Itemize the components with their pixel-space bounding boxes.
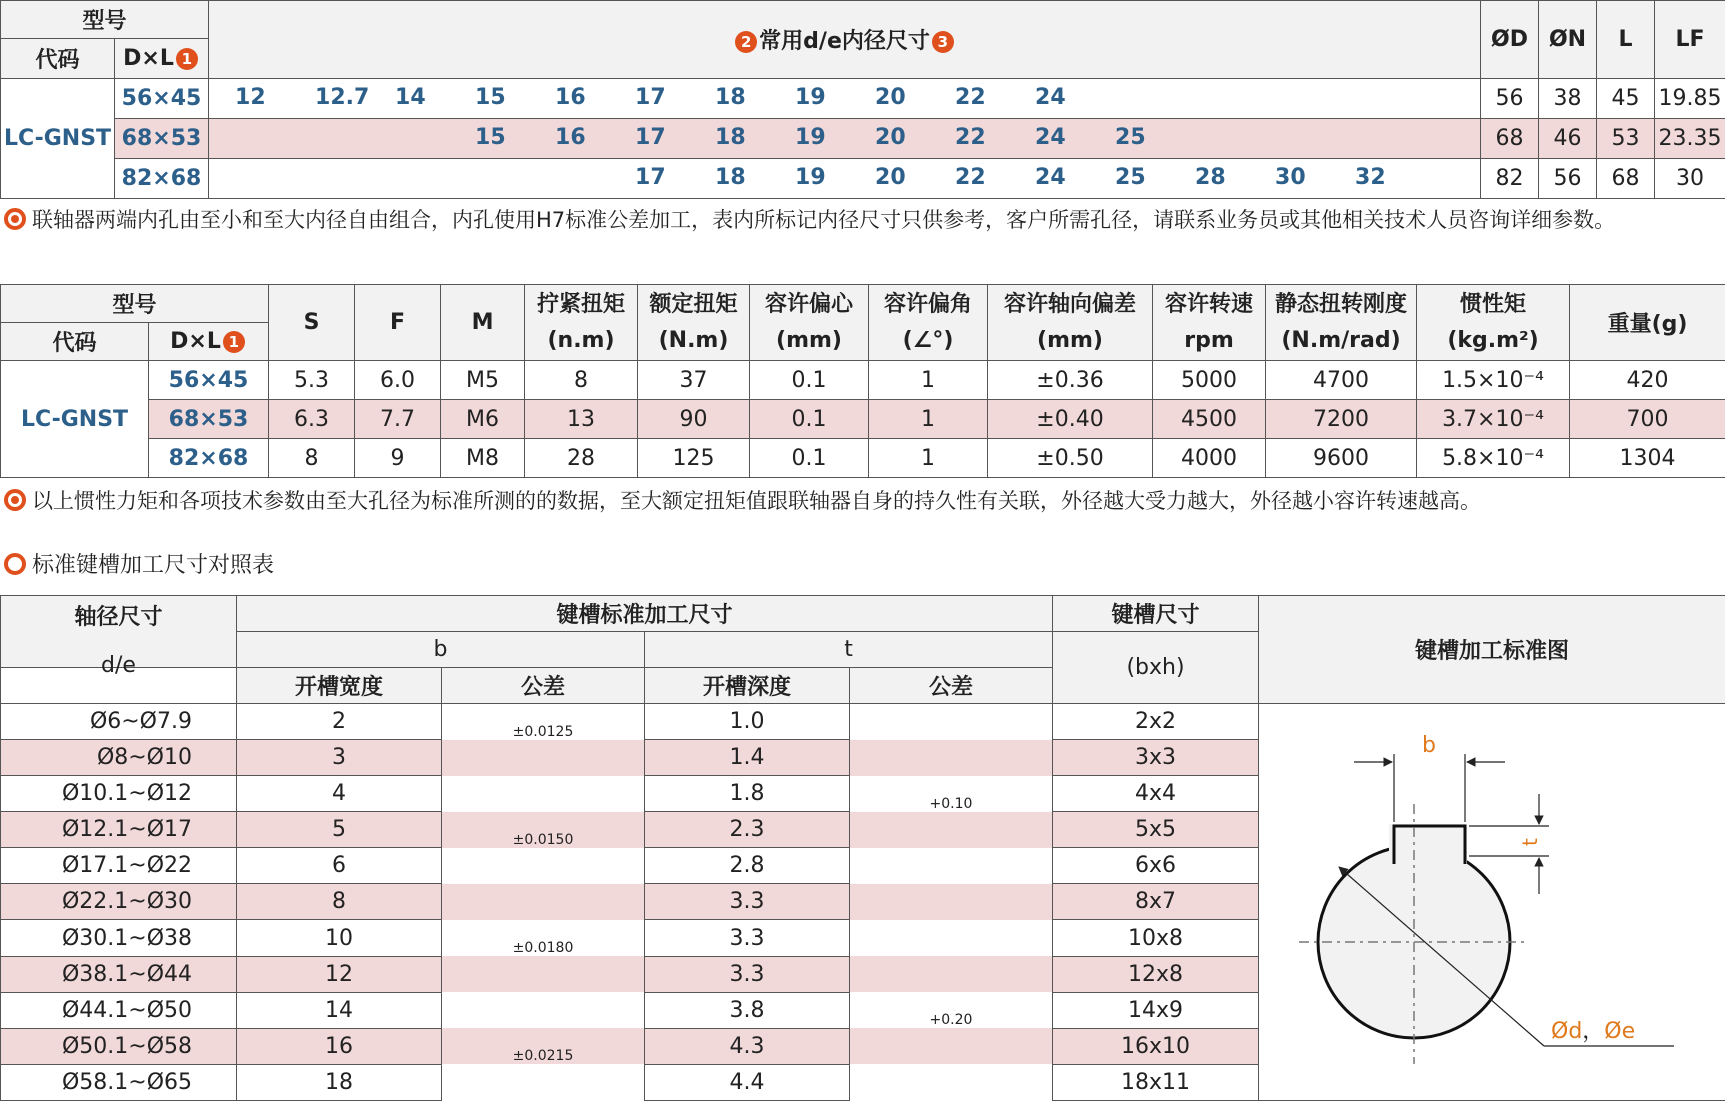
- bore-size: 22: [955, 85, 986, 110]
- col-label: 拧紧扭矩: [537, 291, 626, 317]
- width-cell: 16: [237, 1028, 442, 1064]
- bore-size: 12.7: [315, 85, 370, 110]
- spec-cell: 5.3: [269, 361, 355, 400]
- b-tol-cell: ±0.0125: [442, 704, 645, 740]
- bore-cell: [209, 79, 1481, 119]
- depth-cell: 2.3: [645, 812, 850, 848]
- bore-size: 17: [635, 165, 666, 190]
- code-header: 代码: [1, 323, 149, 361]
- key-cell: 18x11: [1053, 1064, 1259, 1100]
- spec-cell: 7200: [1266, 400, 1417, 439]
- spec-cell: 28: [525, 439, 638, 478]
- shaft-cell: Ø6~Ø7.9: [1, 704, 237, 740]
- table-row: [1, 159, 1725, 199]
- col-on: ØN: [1539, 1, 1597, 79]
- note-2: [4, 487, 1719, 515]
- dxl-cell: 82×68: [115, 159, 209, 199]
- bore-size: 18: [715, 165, 746, 190]
- b-tol-cell: [442, 884, 645, 920]
- bore-size: 25: [1115, 165, 1146, 190]
- table-row: [1, 400, 1725, 439]
- depth-header: 开槽深度: [645, 668, 850, 704]
- spec-cell: ±0.36: [988, 361, 1153, 400]
- spec-table-body: [0, 360, 1725, 478]
- spec-cell: 0.1: [750, 400, 869, 439]
- bore-size: 25: [1115, 125, 1146, 150]
- t-tol-cell: [850, 956, 1053, 992]
- bore-size: 30: [1275, 165, 1306, 190]
- b-tol-cell: ±0.0180: [442, 920, 645, 956]
- width-cell: 4: [237, 776, 442, 812]
- l-cell: 68: [1597, 159, 1655, 199]
- width-cell: 3: [237, 740, 442, 776]
- key-cell: 4x4: [1053, 776, 1259, 812]
- key-cell: 2x2: [1053, 704, 1259, 740]
- col-inertia: [1417, 285, 1570, 361]
- keyway-table: [0, 595, 1725, 1101]
- col-speed: [1153, 285, 1266, 361]
- od-cell: 68: [1481, 119, 1539, 159]
- de-header: d/e: [1, 648, 237, 684]
- t-header: t: [645, 632, 1053, 668]
- depth-cell: 2.8: [645, 848, 850, 884]
- shaft-cell: Ø44.1~Ø50: [1, 992, 237, 1028]
- shaft-cell: Ø12.1~Ø17: [1, 812, 237, 848]
- shaft-cell: Ø8~Ø10: [1, 740, 237, 776]
- spec-cell: 9600: [1266, 439, 1417, 478]
- bore-size: 19: [795, 85, 826, 110]
- bullet-icon: [4, 208, 26, 230]
- col-m: M: [441, 285, 525, 361]
- spec-cell: 6.3: [269, 400, 355, 439]
- spec-cell: 7.7: [355, 400, 441, 439]
- key-cell: 3x3: [1053, 740, 1259, 776]
- note-2-text: 以上惯性力矩和各项技术参数由至大孔径为标准所测的的数据，至大额定扭矩值跟联轴器自身的持久性有关联，外径越大受力越大，外径越小容许转速越高。: [32, 489, 1481, 513]
- width-cell: 18: [237, 1064, 442, 1100]
- dxl-header: [115, 39, 209, 79]
- key-cell: 6x6: [1053, 848, 1259, 884]
- spec-cell: 8: [525, 361, 638, 400]
- depth-cell: 4.3: [645, 1028, 850, 1064]
- note-1-text: 联轴器两端内孔由至小和至大内径自由组合，内孔使用H7标准公差加工，表内所标记内径尺寸只供参考，客户所需孔径，请联系业务员或其他相关技术人员咨询详细参数。: [32, 208, 1616, 232]
- b-tol-cell: [442, 740, 645, 776]
- table-row: [1, 704, 1725, 740]
- bore-size: 16: [555, 85, 586, 110]
- width-cell: 14: [237, 992, 442, 1028]
- col-label: 容许转速: [1165, 291, 1254, 317]
- col-label: 容许轴向偏差: [1004, 291, 1137, 317]
- bore-size: 12: [235, 85, 266, 110]
- table-row: [1, 439, 1725, 478]
- lf-cell: 23.35: [1655, 119, 1725, 159]
- spec-cell: M8: [441, 439, 525, 478]
- col-unit: (∠°): [902, 327, 954, 353]
- bore-size: 20: [875, 85, 906, 110]
- spec-cell: 8: [269, 439, 355, 478]
- bore-size: 18: [715, 125, 746, 150]
- key-cell: 16x10: [1053, 1028, 1259, 1064]
- spec-cell: 5.8×10⁻⁴: [1417, 439, 1570, 478]
- keyway-figure: [1259, 704, 1725, 1101]
- b-tol-cell: [442, 848, 645, 884]
- spec-cell: 1: [869, 400, 988, 439]
- lf-cell: 19.85: [1655, 79, 1725, 119]
- bxh-header: (bxh): [1053, 632, 1259, 704]
- spec-cell: 9: [355, 439, 441, 478]
- product-code: LC-GNST: [1, 361, 149, 478]
- shaft-cell: Ø22.1~Ø30: [1, 884, 237, 920]
- spec-cell: 125: [638, 439, 750, 478]
- t-tol-cell: [850, 1028, 1053, 1064]
- dxl-header: [149, 323, 269, 361]
- dxl-cell: 56×45: [115, 79, 209, 119]
- bore-size: 24: [1035, 85, 1066, 110]
- section-title-text: 标准键槽加工尺寸对照表: [32, 553, 275, 578]
- b-tol-cell: [442, 956, 645, 992]
- key-cell: 12x8: [1053, 956, 1259, 992]
- t-tol-cell: +0.20: [850, 992, 1053, 1028]
- t-tol-cell: [850, 848, 1053, 884]
- bore-header: [209, 1, 1481, 79]
- t-tol-cell: [850, 704, 1053, 740]
- depth-cell: 1.8: [645, 776, 850, 812]
- depth-cell: 3.3: [645, 920, 850, 956]
- spec-cell: M6: [441, 400, 525, 439]
- bore-size: 19: [795, 125, 826, 150]
- badge-1: 1: [223, 331, 245, 353]
- bore-size: 22: [955, 165, 986, 190]
- col-angle: [869, 285, 988, 361]
- spec-cell: ±0.50: [988, 439, 1153, 478]
- shaft-cell: Ø17.1~Ø22: [1, 848, 237, 884]
- spec-cell: 1304: [1570, 439, 1725, 478]
- spec-cell: M5: [441, 361, 525, 400]
- label-b: b: [1422, 733, 1436, 758]
- bore-size: 14: [395, 85, 426, 110]
- shaft-header: 轴径尺寸: [1, 596, 237, 668]
- spec-cell: 1: [869, 439, 988, 478]
- bore-size: 22: [955, 125, 986, 150]
- t-tol-cell: +0.10: [850, 776, 1053, 812]
- bore-size: 16: [555, 125, 586, 150]
- dxl-cell: 68×53: [115, 119, 209, 159]
- dxl-header-label: D×L: [170, 329, 221, 354]
- bore-size: 15: [475, 85, 506, 110]
- bore-size: 15: [475, 125, 506, 150]
- on-cell: 56: [1539, 159, 1597, 199]
- label-sep: ，: [1582, 1019, 1605, 1044]
- b-tol-cell: [442, 992, 645, 1028]
- bore-size: 20: [875, 165, 906, 190]
- bullet-icon: [4, 489, 26, 511]
- bore-size-table: [0, 0, 1725, 199]
- dxl-cell: 68×53: [149, 400, 269, 439]
- shaft-cell: Ø10.1~Ø12: [1, 776, 237, 812]
- t-tol-cell: [850, 884, 1053, 920]
- col-label: 惯性矩: [1460, 291, 1527, 317]
- col-tightening-torque: [525, 285, 638, 361]
- on-cell: 38: [1539, 79, 1597, 119]
- shaft-cell: Ø50.1~Ø58: [1, 1028, 237, 1064]
- key-cell: 14x9: [1053, 992, 1259, 1028]
- table-row: [1, 361, 1725, 400]
- width-cell: 2: [237, 704, 442, 740]
- lf-cell: 30: [1655, 159, 1725, 199]
- spec-cell: ±0.40: [988, 400, 1153, 439]
- col-label: 静态扭转刚度: [1275, 291, 1408, 317]
- std-header: 键槽标准加工尺寸: [237, 596, 1053, 632]
- col-axial: [988, 285, 1153, 361]
- spec-table: [0, 284, 1725, 361]
- bore-size: 32: [1355, 165, 1386, 190]
- col-label: 容许偏角: [884, 291, 973, 317]
- od-cell: 82: [1481, 159, 1539, 199]
- label-d: Ød: [1551, 1019, 1583, 1044]
- on-cell: 46: [1539, 119, 1597, 159]
- depth-cell: 4.4: [645, 1064, 850, 1100]
- model-header: 型号: [1, 1, 209, 39]
- bore-cell: [209, 119, 1481, 159]
- width-header: 开槽宽度: [237, 668, 442, 704]
- od-cell: 56: [1481, 79, 1539, 119]
- col-unit: (mm): [776, 327, 842, 353]
- width-cell: 8: [237, 884, 442, 920]
- col-unit: (kg.m²): [1447, 327, 1539, 353]
- col-unit: (n.m): [547, 327, 615, 353]
- depth-cell: 3.8: [645, 992, 850, 1028]
- product-code: LC-GNST: [1, 79, 115, 199]
- col-unit: (mm): [1037, 327, 1103, 353]
- spec-cell: 420: [1570, 361, 1725, 400]
- spec-cell: 700: [1570, 400, 1725, 439]
- spec-cell: 4700: [1266, 361, 1417, 400]
- depth-cell: 3.3: [645, 884, 850, 920]
- spec-cell: 6.0: [355, 361, 441, 400]
- label-od: [1551, 1019, 1635, 1044]
- bore-size: 28: [1195, 165, 1226, 190]
- spec-cell: 37: [638, 361, 750, 400]
- t-tol-cell: [850, 812, 1053, 848]
- key-header: 键槽尺寸: [1053, 596, 1259, 632]
- bore-header-label: 常用d/e内径尺寸: [759, 29, 930, 54]
- t-tol-cell: [850, 740, 1053, 776]
- bore-size: 19: [795, 165, 826, 190]
- b-tol-cell: ±0.0150: [442, 812, 645, 848]
- spec-cell: 0.1: [750, 361, 869, 400]
- spec-cell: 4000: [1153, 439, 1266, 478]
- spec-cell: 1.5×10⁻⁴: [1417, 361, 1570, 400]
- depth-cell: 3.3: [645, 956, 850, 992]
- b-header: b: [237, 632, 645, 668]
- bore-size: 24: [1035, 165, 1066, 190]
- l-cell: 53: [1597, 119, 1655, 159]
- badge-3: 3: [932, 31, 954, 53]
- col-lf: LF: [1655, 1, 1725, 79]
- bore-size: 17: [635, 85, 666, 110]
- col-stiffness: [1266, 285, 1417, 361]
- spec-cell: 5000: [1153, 361, 1266, 400]
- spec-cell: 4500: [1153, 400, 1266, 439]
- t-tol-cell: [850, 1064, 1053, 1100]
- key-cell: 5x5: [1053, 812, 1259, 848]
- bore-size: 24: [1035, 125, 1066, 150]
- bore-size: 20: [875, 125, 906, 150]
- key-cell: 8x7: [1053, 884, 1259, 920]
- width-cell: 12: [237, 956, 442, 992]
- depth-cell: 1.4: [645, 740, 850, 776]
- col-eccentric: [750, 285, 869, 361]
- badge-1: 1: [176, 48, 198, 70]
- shaft-cell: Ø38.1~Ø44: [1, 956, 237, 992]
- col-label: 额定扭矩: [649, 291, 738, 317]
- model-header: 型号: [1, 285, 269, 323]
- col-s: S: [269, 285, 355, 361]
- label-t: t: [1518, 838, 1543, 846]
- width-cell: 6: [237, 848, 442, 884]
- col-unit: rpm: [1184, 327, 1234, 353]
- shaft-cell: Ø30.1~Ø38: [1, 920, 237, 956]
- b-tol-cell: ±0.0215: [442, 1028, 645, 1064]
- key-cell: 10x8: [1053, 920, 1259, 956]
- col-od: ØD: [1481, 1, 1539, 79]
- spec-cell: 3.7×10⁻⁴: [1417, 400, 1570, 439]
- col-l: L: [1597, 1, 1655, 79]
- b-tol-cell: [442, 776, 645, 812]
- badge-2: 2: [735, 31, 757, 53]
- bore-size: 17: [635, 125, 666, 150]
- tol2-header: 公差: [850, 668, 1053, 704]
- width-cell: 10: [237, 920, 442, 956]
- keyway-diagram: [1259, 704, 1725, 1100]
- col-label: 容许偏心: [765, 291, 854, 317]
- spec-cell: 13: [525, 400, 638, 439]
- depth-cell: 1.0: [645, 704, 850, 740]
- tol-header: 公差: [442, 668, 645, 704]
- shaft-cell: Ø58.1~Ø65: [1, 1064, 237, 1100]
- table-row: [1, 79, 1725, 119]
- spec-cell: 1: [869, 361, 988, 400]
- l-cell: 45: [1597, 79, 1655, 119]
- t-tol-cell: [850, 920, 1053, 956]
- dxl-cell: 56×45: [149, 361, 269, 400]
- figure-header: 键槽加工标准图: [1259, 596, 1725, 704]
- dxl-header-label: D×L: [123, 46, 174, 71]
- width-cell: 5: [237, 812, 442, 848]
- col-rated-torque: [638, 285, 750, 361]
- circle-icon: [4, 553, 26, 575]
- b-tol-cell: [442, 1064, 645, 1100]
- section-title: [4, 552, 274, 580]
- col-weight: 重量(g): [1570, 285, 1725, 361]
- note-1: [4, 206, 1719, 234]
- dxl-cell: 82×68: [149, 439, 269, 478]
- col-f: F: [355, 285, 441, 361]
- bore-cell: [209, 159, 1481, 199]
- bore-size: 18: [715, 85, 746, 110]
- col-unit: (N.m): [658, 327, 729, 353]
- spec-cell: 0.1: [750, 439, 869, 478]
- code-header: 代码: [1, 39, 115, 79]
- label-e: Øe: [1604, 1019, 1636, 1044]
- col-unit: (N.m/rad): [1281, 327, 1401, 353]
- spec-cell: 90: [638, 400, 750, 439]
- table-row: [1, 119, 1725, 159]
